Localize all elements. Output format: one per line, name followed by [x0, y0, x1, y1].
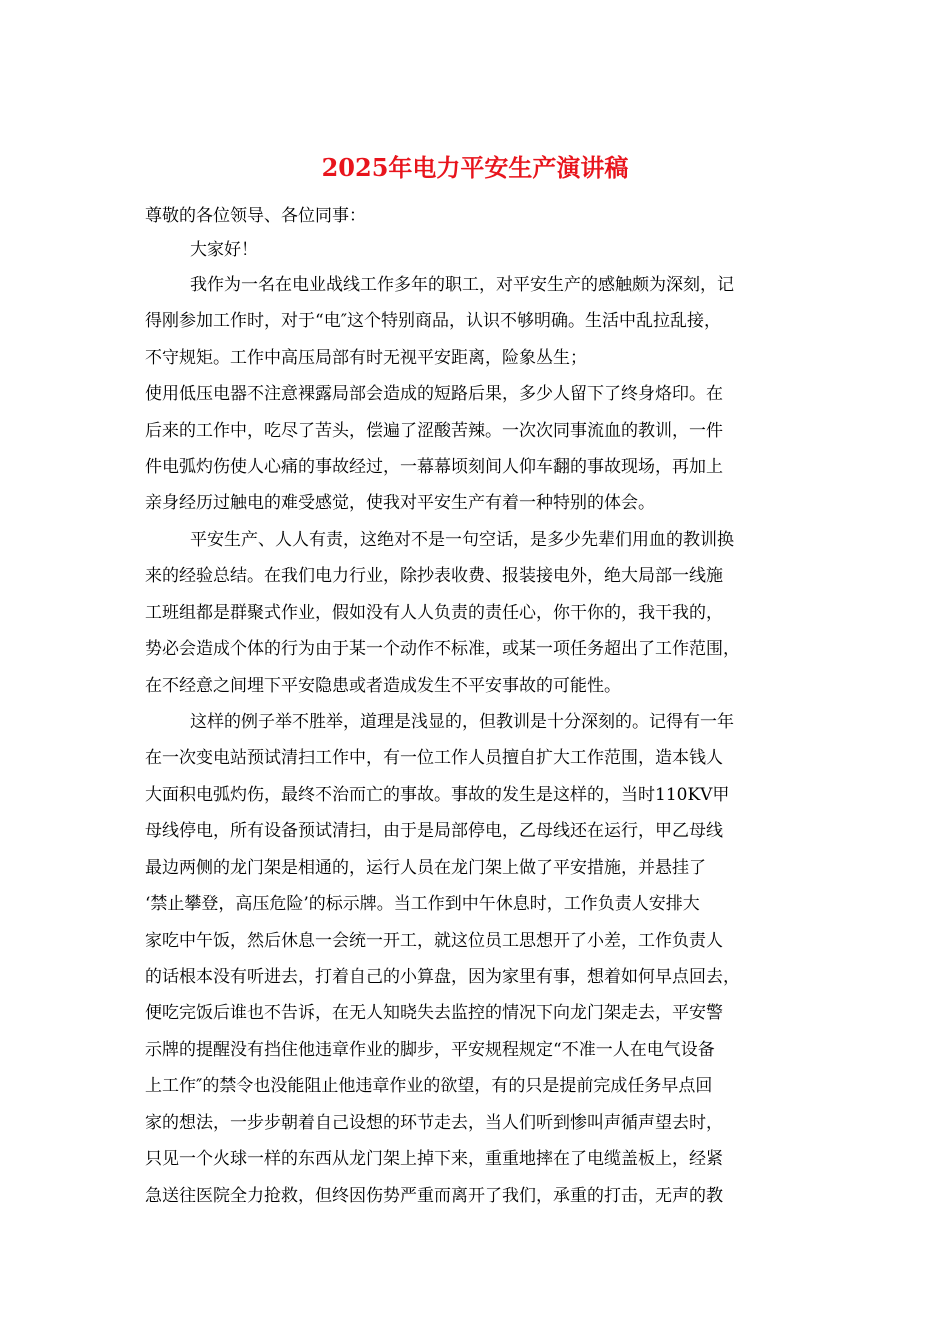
- body-text-line: 家的想法，一步步朝着自己设想的环节走去，当人们听到惨叫声循声望去时，: [145, 1113, 723, 1133]
- body-text-line: 亲身经历过触电的难受感觉，使我对平安生产有着一种特别的体会。: [145, 493, 655, 513]
- body-text-line: ‘禁止攀登，高压危险’的标示牌。当工作到中午休息时，工作负责人安排大: [145, 894, 700, 914]
- body-text-line: 在不经意之间埋下平安隐患或者造成发生不平安事故的可能性。: [145, 676, 621, 696]
- body-text-line: 上工作″的禁令也没能阻止他违章作业的欲望，有的只是提前完成任务早点回: [145, 1076, 713, 1096]
- body-text-line: 母线停电，所有设备预试清扫，由于是局部停电，乙母线还在运行，甲乙母线: [145, 821, 723, 841]
- body-text-line: 使用低压电器不注意裸露局部会造成的短路后果，多少人留下了终身烙印。在: [145, 384, 723, 404]
- body-text-line: 最边两侧的龙门架是相通的，运行人员在龙门架上做了平安措施，并悬挂了: [145, 858, 706, 878]
- body-text-line: 这样的例子举不胜举，道理是浅显的，但教训是十分深刻的。记得有一年: [190, 712, 734, 732]
- body-text-line: 示牌的提醒没有挡住他违章作业的脚步，平安规程规定“不准一人在电气设备: [145, 1040, 715, 1060]
- body-text-line: 后来的工作中，吃尽了苦头，偿遍了涩酸苦辣。一次次同事流血的教训，一件: [145, 421, 723, 441]
- body-text-line: 不守规矩。工作中高压局部有时无视平安距离，险象丛生；: [145, 348, 587, 368]
- body-text-line: 得刚参加工作时，对于“电″这个特别商品，认识不够明确。生活中乱拉乱接，: [145, 311, 722, 331]
- body-text-line: 家吃中午饭，然后休息一会统一开工，就这位员工思想开了小差，工作负责人: [145, 931, 723, 951]
- body-text-line: 急送往医院全力抢救，但终因伤势严重而离开了我们，承重的打击，无声的教: [145, 1186, 723, 1206]
- body-text-line: 便吃完饭后谁也不告诉，在无人知晓失去监控的情况下向龙门架走去，平安警: [145, 1003, 723, 1023]
- body-text-line: 在一次变电站预试清扫工作中，有一位工作人员擅自扩大工作范围，造本钱人: [145, 748, 723, 768]
- body-text-line: 的话根本没有听进去，打着自己的小算盘，因为家里有事，想着如何早点回去，: [145, 967, 740, 987]
- body-text-line: 来的经验总结。在我们电力行业，除抄表收费、报装接电外，绝大局部一线施: [145, 566, 723, 586]
- page-title: 2025年电力平安生产演讲稿: [321, 153, 629, 182]
- body-text-line: 大面积电弧灼伤，最终不治而亡的事故。事故的发生是这样的，当时110KV甲: [145, 785, 730, 805]
- body-text-line: 件电弧灼伤使人心痛的事故经过，一幕幕顷刻间人仰车翻的事故现场，再加上: [145, 457, 723, 477]
- body-text-line: 势必会造成个体的行为由于某一个动作不标准，或某一项任务超出了工作范围，: [145, 639, 740, 659]
- body-text-line: 只见一个火球一样的东西从龙门架上掉下来，重重地摔在了电缆盖板上，经紧: [145, 1149, 723, 1169]
- body-text-line: 工班组都是群聚式作业，假如没有人人负责的责任心，你干你的，我干我的，: [145, 603, 723, 623]
- body-text-line: 平安生产、人人有责，这绝对不是一句空话，是多少先辈们用血的教训换: [190, 530, 734, 550]
- body-text-line: 我作为一名在电业战线工作多年的职工，对平安生产的感触颇为深刻，记: [190, 275, 734, 295]
- body-text-line: 尊敬的各位领导、各位同事：: [145, 206, 366, 226]
- body-text-line: 大家好！: [190, 240, 258, 260]
